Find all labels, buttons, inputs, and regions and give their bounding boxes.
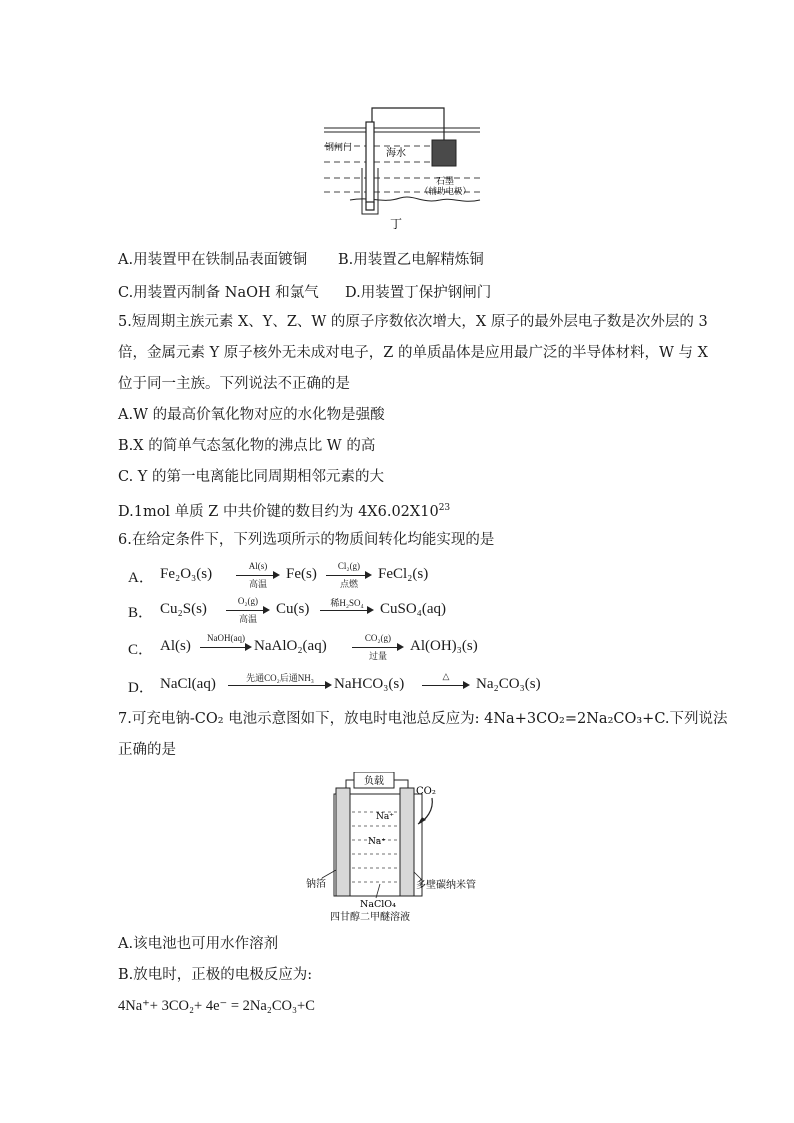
product: Na₂CO₃(s)	[476, 676, 541, 692]
intermediate: NaAlO₂(aq)	[254, 638, 327, 654]
q5-option-a: A.W 的最高价氧化物对应的水化物是强酸	[118, 407, 385, 423]
q6-row-d: D． NaCl(aq) 先通CO₂后通NH₃ NaHCO₃(s) △ Na₂CO₃(s)	[128, 671, 541, 696]
carbon-nanotube-label: 多壁碳纳米管	[416, 880, 476, 891]
q5-option-d	[118, 498, 450, 522]
intermediate: NaHCO₃(s)	[334, 676, 405, 692]
figure-ding	[322, 100, 482, 232]
q4-option-c: C.用装置丙制备 NaOH 和氯气	[118, 285, 319, 301]
co2-label: CO₂	[416, 786, 436, 797]
row-label: D．	[128, 680, 154, 696]
aux-electrode-label: （辅助电极）	[420, 187, 472, 197]
row-label: B．	[128, 605, 154, 621]
q5-stem-2: 倍，金属元素 Y 原子核外无未成对电子，Z 的单质晶体是应用最广泛的半导体材料，W 与 X	[118, 345, 708, 361]
q4-option-b: B.用装置乙电解精炼铜	[338, 252, 484, 268]
intermediate: Fe(s)	[286, 566, 317, 582]
sodium-foil-label: 钠箔	[306, 879, 326, 890]
product: Al(OH)₃(s)	[410, 638, 478, 654]
na-ion-2: Na⁺	[368, 837, 386, 847]
q7-option-b: B.放电时，正极的电极反应为:	[118, 967, 313, 983]
q6-stem: 6.在给定条件下，下列选项所示的物质间转化均能实现的是	[118, 532, 495, 548]
product: FeCl₂(s)	[378, 566, 429, 582]
q7-equation: 4Na⁺+ 3CO₂+ 4e⁻ = 2Na₂CO₃+C	[118, 998, 315, 1014]
solvent-label: 四甘醇二甲醚溶液	[330, 912, 410, 923]
q5-option-b: B.X 的简单气态氢化物的沸点比 W 的高	[118, 438, 376, 454]
q6-row-a: A． Fe₂O₃(s) Al(s) 高温 Fe(s) Cl₂(g) 点燃 FeCl₂(s)	[128, 561, 429, 589]
q6-row-c: C． Al(s) NaOH(aq) NaAlO₂(aq) CO₂(g) 过量 Al(OH)₃(s)	[128, 633, 478, 661]
q7-option-a: A.该电池也可用水作溶剂	[118, 936, 279, 952]
q7-stem-1: 7.可充电钠-CO₂ 电池示意图如下，放电时电池总反应为: 4Na+3CO₂=2Na₂CO₃+C.下列说法	[118, 711, 728, 727]
graphite-label: 石墨	[436, 177, 455, 187]
q5-option-d-exponent: 23	[438, 503, 451, 513]
seawater-label: 海水	[386, 148, 406, 159]
row-label: A．	[128, 570, 154, 586]
product: CuSO₄(aq)	[380, 601, 447, 617]
row-label: C．	[128, 642, 154, 658]
na-ion-1: Na⁺	[376, 812, 394, 822]
intermediate: Cu(s)	[276, 601, 310, 617]
gate-label: 钢闸门	[325, 143, 353, 153]
q5-option-c: C. Y 的第一电离能比同周期相邻元素的大	[118, 469, 384, 485]
q7-stem-2: 正确的是	[118, 742, 176, 758]
electrolyte-label: NaClO₄	[360, 899, 396, 910]
q4-option-d: D.用装置丁保护钢闸门	[345, 285, 492, 301]
reactant: Al(s)	[160, 638, 191, 654]
q6-row-b: B． Cu₂S(s) O₂(g) 高温 Cu(s) 稀H₂SO₄ CuSO₄(aq)	[128, 596, 447, 624]
figure-battery	[300, 772, 500, 924]
reactant: Fe₂O₃(s)	[160, 566, 213, 582]
reactant: Cu₂S(s)	[160, 601, 207, 617]
load-label: 负载	[364, 776, 384, 787]
q5-option-d-text: D.1mol 单质 Z 中共价键的数目约为 4X6.02X10	[118, 503, 439, 520]
reactant: NaCl(aq)	[160, 676, 216, 692]
q5-stem-3: 位于同一主族。下列说法不正确的是	[118, 376, 350, 392]
figure-caption: 丁	[390, 217, 403, 231]
q5-stem-1: 5.短周期主族元素 X、Y、Z、W 的原子序数依次增大，X 原子的最外层电子数是次外层的 3	[118, 314, 708, 330]
q4-option-a: A.用装置甲在铁制品表面镀铜	[118, 252, 308, 268]
